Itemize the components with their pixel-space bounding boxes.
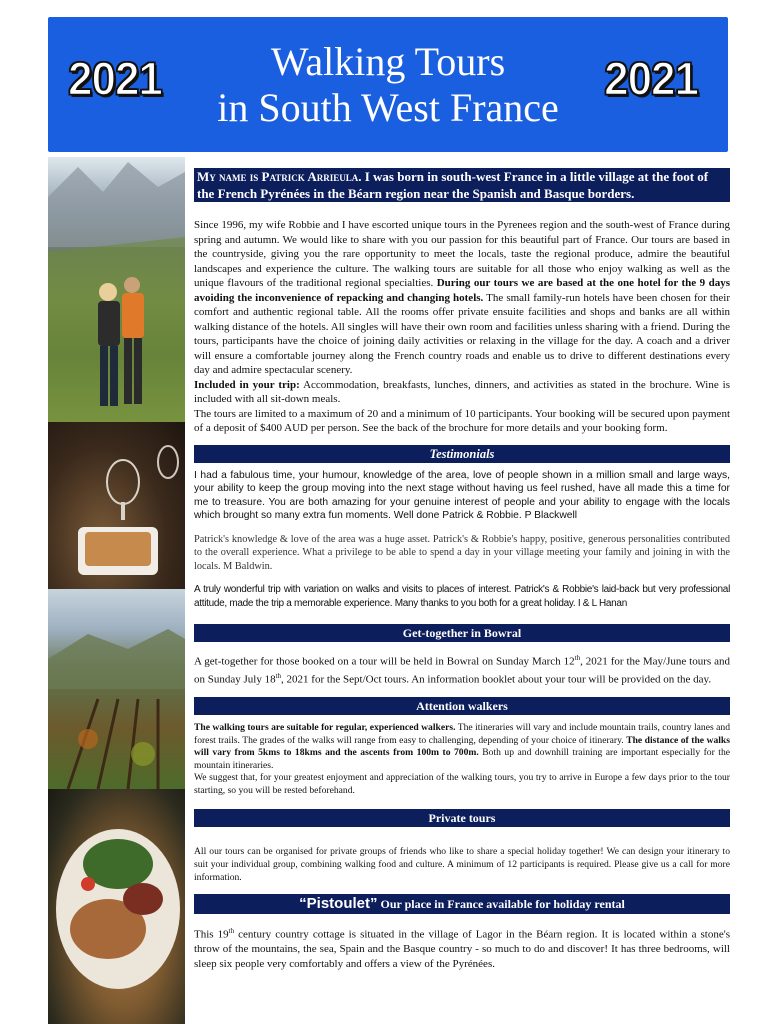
attention-a4: Both up and downhill training are important especially for the mountain itineraries. [194, 747, 731, 771]
about-p1a: Since 1996, my wife Robbie and I have escorted unique tours in the Pyrenees region and the south-west of France during spring and autumn. We would like to share with you our passion for this beautiful part of France. Our tours are based in the countryside, giving you the rare opportunity to meet the locals, taste the regional produce, admire the beautiful landscapes and experience the culture. The walking tours are suitable for all those who enjoy walking as well as the unique flavours of the traditional regional specialties. [194, 219, 730, 289]
attention-a2: The itineraries will vary and include mountain trails, country lanes and forest trails. The grades of the walks will range from easy to challenging, depending of your choice of itinerary. [194, 722, 730, 746]
attention-a5: We suggest that, for your greatest enjoyment and appreciation of the walking tours, you try to arrive in Europe a few days prior to the tour starting, so you will be rested beforehand. [194, 772, 730, 796]
hikers-mountain-photo [48, 157, 185, 422]
rental-name: “Pistoulet” [299, 895, 378, 913]
rental-sup: th [228, 927, 235, 936]
about-text [194, 218, 730, 436]
about-p1b: During our tours we are based at the one hotel for the 9 days avoiding the inconvenience of repacking and changing hotels. [194, 277, 731, 304]
sup-1: th [574, 654, 581, 662]
private-heading: Private tours [194, 809, 730, 827]
gettogether-text-c: , 2021 for the Sept/Oct tours. An information booklet about your tour will be provided on the day. [281, 673, 712, 686]
rental-text-b: century country cottage is situated in the village of Lagor in the Béarn region. It is located within a stone's throw of the mountains, the sea, Spain and the Basque country - so much to do and discover! It has three bedrooms, will sleep six people very comfortably and offers a view of the Pyrénées. [194, 928, 730, 970]
year-right: 2021 [604, 53, 698, 106]
dinner-table-photo [48, 422, 185, 589]
attention-heading: Attention walkers [194, 697, 730, 715]
rental-heading-rest: Our place in France available for holiday rental [377, 897, 625, 912]
included-text: Accommodation, breakfasts, lunches, dinners, and activities as stated in the brochure. Wine is included with all sit-down meals. [194, 378, 730, 405]
vineyard-photo [48, 589, 185, 789]
booking-text: The tours are limited to a maximum of 20 and a minimum of 10 participants. Your booking will be secured upon payment of a deposit of $400 AUD per person. See the back of the brochure for more details and your booking form. [194, 407, 730, 434]
testimonial-3: A truly wonderful trip with variation on walks and visits to places of interest. Patrick's & Robbie's laid-back but very professional attitude, made the trip a memorable experience. Many thanks to you both for a great holiday. I & L Hanan [194, 584, 730, 609]
testimonial-2: Patrick's knowledge & love of the area was a huge asset. Patrick's & Robbie's happy, positive, generous personalities contributed to the overall experience. What a privilege to be able to spend a day in your village meeting your family and joining in with the locals. M Baldwin. [194, 533, 730, 572]
title-line-1: Walking Tours [270, 39, 506, 84]
rental-heading [194, 894, 730, 914]
included-label: Included in your trip: [194, 378, 300, 391]
gettogether-text-a: A get-together for those booked on a tour will be held in Bowral on Sunday March 12 [194, 655, 575, 668]
regional-food-photo [48, 789, 185, 1024]
sup-2: th [275, 672, 282, 681]
intro-banner [194, 168, 730, 202]
photo-column [48, 157, 185, 1024]
attention-a1: The walking tours are suitable for regular, experienced walkers. [194, 722, 456, 734]
gettogether-text-b: , 2021 for the May/June tours and on Sunday July 18 [194, 655, 730, 686]
testimonials-heading: Testimonials [194, 445, 730, 463]
private-text: All our tours can be organised for private groups of friends who like to share a special holiday together! We can design your itinerary to suit your individual group, combining walking food and culture. A minimum of 12 participants is required. Please give us a call for more information. [194, 846, 730, 884]
gettogether-text [194, 651, 730, 687]
intro-lead: I was born in south-west France in a little village at the foot of the French Pyrénées in the Béarn region near the Spanish and Basque borders. [197, 169, 709, 201]
attention-text [194, 722, 730, 797]
gettogether-heading: Get-together in Bowral [194, 624, 730, 642]
header-banner [48, 17, 728, 152]
main-content [194, 168, 730, 971]
testimonial-1: I had a fabulous time, your humour, knowledge of the area, love of people shown in a million small and large ways, your ability to keep the group moving into the next stage without having us feel rushed, have all made this a time for me to treasure. You are both amazing for your genuine interest of people and your ability to engage with the locals which brought so many extra fun moments. Well done Patrick & Robbie. P Blackwell [194, 469, 730, 521]
author-name: My name is Patrick Arrieula. [197, 169, 362, 184]
title-line-2: in South West France [217, 85, 559, 130]
attention-a3: The distance of the walks will vary from 5kms to 18kms and the ascents from 100m to 700m. [194, 734, 730, 759]
year-left: 2021 [68, 53, 162, 106]
rental-text [194, 924, 730, 971]
rental-text-a: This 19 [194, 928, 229, 941]
about-p1c: The small family-run hotels have been chosen for their comfort and authentic regional table. All the rooms offer private ensuite facilities and shops and banks are all within walking distance of the hotels. All singles will have their own room and facilities unless sharing with a friend. During the tours, participants have the choice of joining daily activities or relaxing in the village for the day. A coach and a driver will ensure a comfortable journey along the French country roads and enable us to drive to different destinations every day and admire spectacular scenery. [194, 291, 730, 376]
